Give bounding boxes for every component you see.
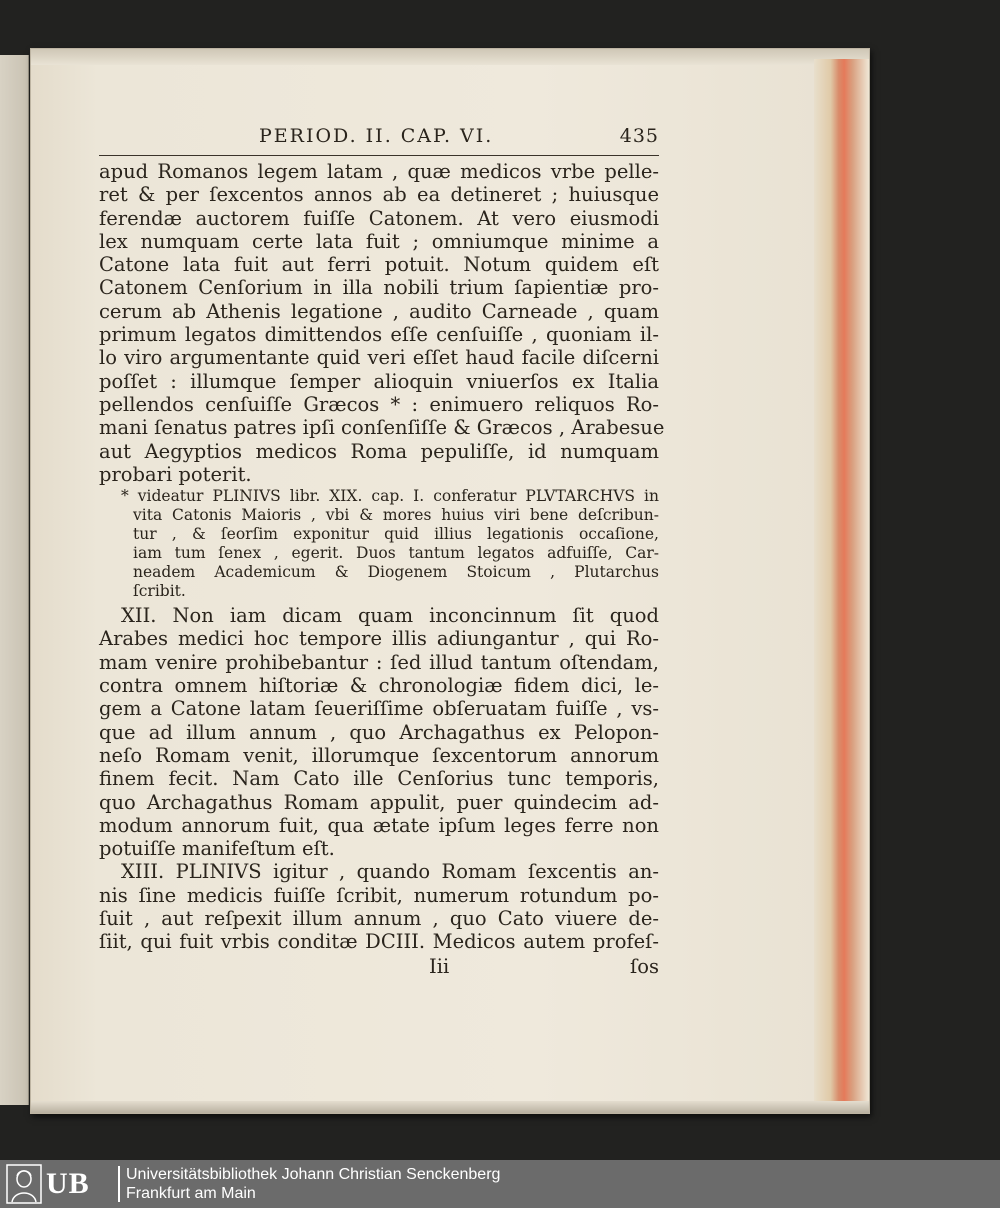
- text-line: XII. Non iam dicam quam inconcinnum ſit quod: [121, 604, 659, 628]
- text-line: potuiſſe manifeſtum eſt.: [99, 837, 335, 861]
- text-block: [99, 125, 665, 981]
- running-head: [99, 125, 659, 153]
- book-page: [30, 48, 870, 1114]
- footnote-line: * videatur PLINIVS libr. XIX. cap. I. conferatur PLVTARCHVS in: [121, 487, 659, 506]
- previous-page-edge: [0, 55, 29, 1105]
- main-text: [99, 160, 665, 954]
- text-line: mani ſenatus patres ipſi conſenſiſſe & Græcos , Arabesue: [99, 416, 665, 440]
- footnote-line: ſcribit.: [133, 582, 186, 601]
- text-line: ſuit , aut reſpexit illum annum , quo Cato viuere de-: [99, 907, 659, 931]
- text-line: contra omnem hiſtoriæ & chronologiæ fidem dici, le-: [99, 674, 659, 698]
- page-bottom-edge: [31, 1101, 869, 1113]
- page-number: 435: [619, 125, 659, 147]
- header-rule: [99, 155, 659, 156]
- text-line: mam venire prohibebantur : ſed illud tantum oſtendam,: [99, 650, 659, 674]
- footnote-line: iam tum ſenex , egerit. Duos tantum legatos adfuiſſe, Car-: [133, 544, 659, 563]
- page-fore-edge: [814, 59, 869, 1109]
- library-logo-link[interactable]: [6, 1164, 116, 1204]
- institution-city: Frankfurt am Main: [126, 1185, 256, 1202]
- text-line: modum annorum fuit, qua ætate ipſum leges ferre non: [99, 813, 659, 837]
- text-line: lex numquam certe lata fuit ; omniumque minime a: [99, 229, 659, 253]
- paragraph-1: [99, 160, 665, 486]
- text-line: Catone lata fuit aut ferri potuit. Notum quidem eſt: [99, 253, 659, 277]
- text-line: ferendæ auctorem fuiſſe Catonem. At vero eiusmodi: [99, 206, 659, 230]
- catchword-line: [99, 955, 659, 981]
- text-line: ſiit, qui fuit vrbis conditæ DCIII. Medicos autem profeſ-: [99, 930, 659, 954]
- footnote: [99, 487, 659, 601]
- running-title: PERIOD. II. CAP. VI.: [259, 125, 494, 147]
- text-line: poſſet : illumque ſemper alioquin vniuerſos ex Italia: [99, 369, 659, 393]
- text-line: probari poterit.: [99, 462, 252, 486]
- senckenberg-portrait-icon: [6, 1164, 42, 1204]
- text-line: lo viro argumentante quid veri eſſet haud facile diſcerni: [99, 346, 659, 370]
- signature-mark: Iii: [429, 954, 450, 978]
- page-top-edge: [31, 49, 869, 65]
- text-line: nis ſine medicis fuiſſe ſcribit, numerum rotundum po-: [99, 883, 659, 907]
- text-line: que ad illum annum , quo Archagathus ex Pelopon-: [99, 720, 659, 744]
- text-line: gem a Catone latam ſeueriſſime obſeruatam fuiſſe , vs-: [99, 697, 659, 721]
- ub-logo-text: UB: [46, 1167, 90, 1200]
- catchword: ſos: [630, 954, 659, 978]
- text-line: cerum ab Athenis legatione , audito Carneade , quam: [99, 299, 659, 323]
- institution-name: Universitätsbibliothek Johann Christian Senckenberg: [126, 1166, 501, 1183]
- text-line: aut Aegyptios medicos Roma pepuliſſe, id numquam: [99, 439, 659, 463]
- text-line: Arabes medici hoc tempore illis adiungantur , qui Ro-: [99, 627, 659, 651]
- text-line: XIII. PLINIVS igitur , quando Romam ſexcentis an-: [121, 860, 659, 884]
- footnote-line: neadem Academicum & Diogenem Stoicum , Plutarchus: [133, 563, 659, 582]
- text-line: apud Romanos legem latam , quæ medicos vrbe pelle-: [99, 160, 659, 183]
- text-line: ret & per ſexcentos annos ab ea detineret ; huiusque: [99, 183, 659, 207]
- footnote-line: tur , & ſeorſim exponitur quid illius legationis occaſione,: [133, 525, 659, 544]
- footnote-line: vita Catonis Maioris , vbi & mores huius viri bene deſcribun-: [133, 506, 659, 525]
- library-footer-bar: [0, 1160, 1000, 1208]
- text-line: Catonem Cenſorium in illa nobili trium ſapientiæ pro-: [99, 276, 659, 300]
- text-line: pellendos cenſuiſſe Græcos * : enimuero reliquos Ro-: [99, 392, 659, 416]
- text-line: neſo Romam venit, illorumque ſexcentorum annorum: [99, 743, 659, 767]
- section-xii: [99, 604, 659, 860]
- text-line: finem fecit. Nam Cato ille Cenſorius tunc temporis,: [99, 767, 659, 791]
- section-xiii: [99, 860, 659, 953]
- text-line: quo Archagathus Romam appulit, puer quindecim ad-: [99, 790, 659, 814]
- footer-divider: [118, 1166, 120, 1202]
- text-line: primum legatos dimittendos eſſe cenſuiſſe , quoniam il-: [99, 323, 659, 347]
